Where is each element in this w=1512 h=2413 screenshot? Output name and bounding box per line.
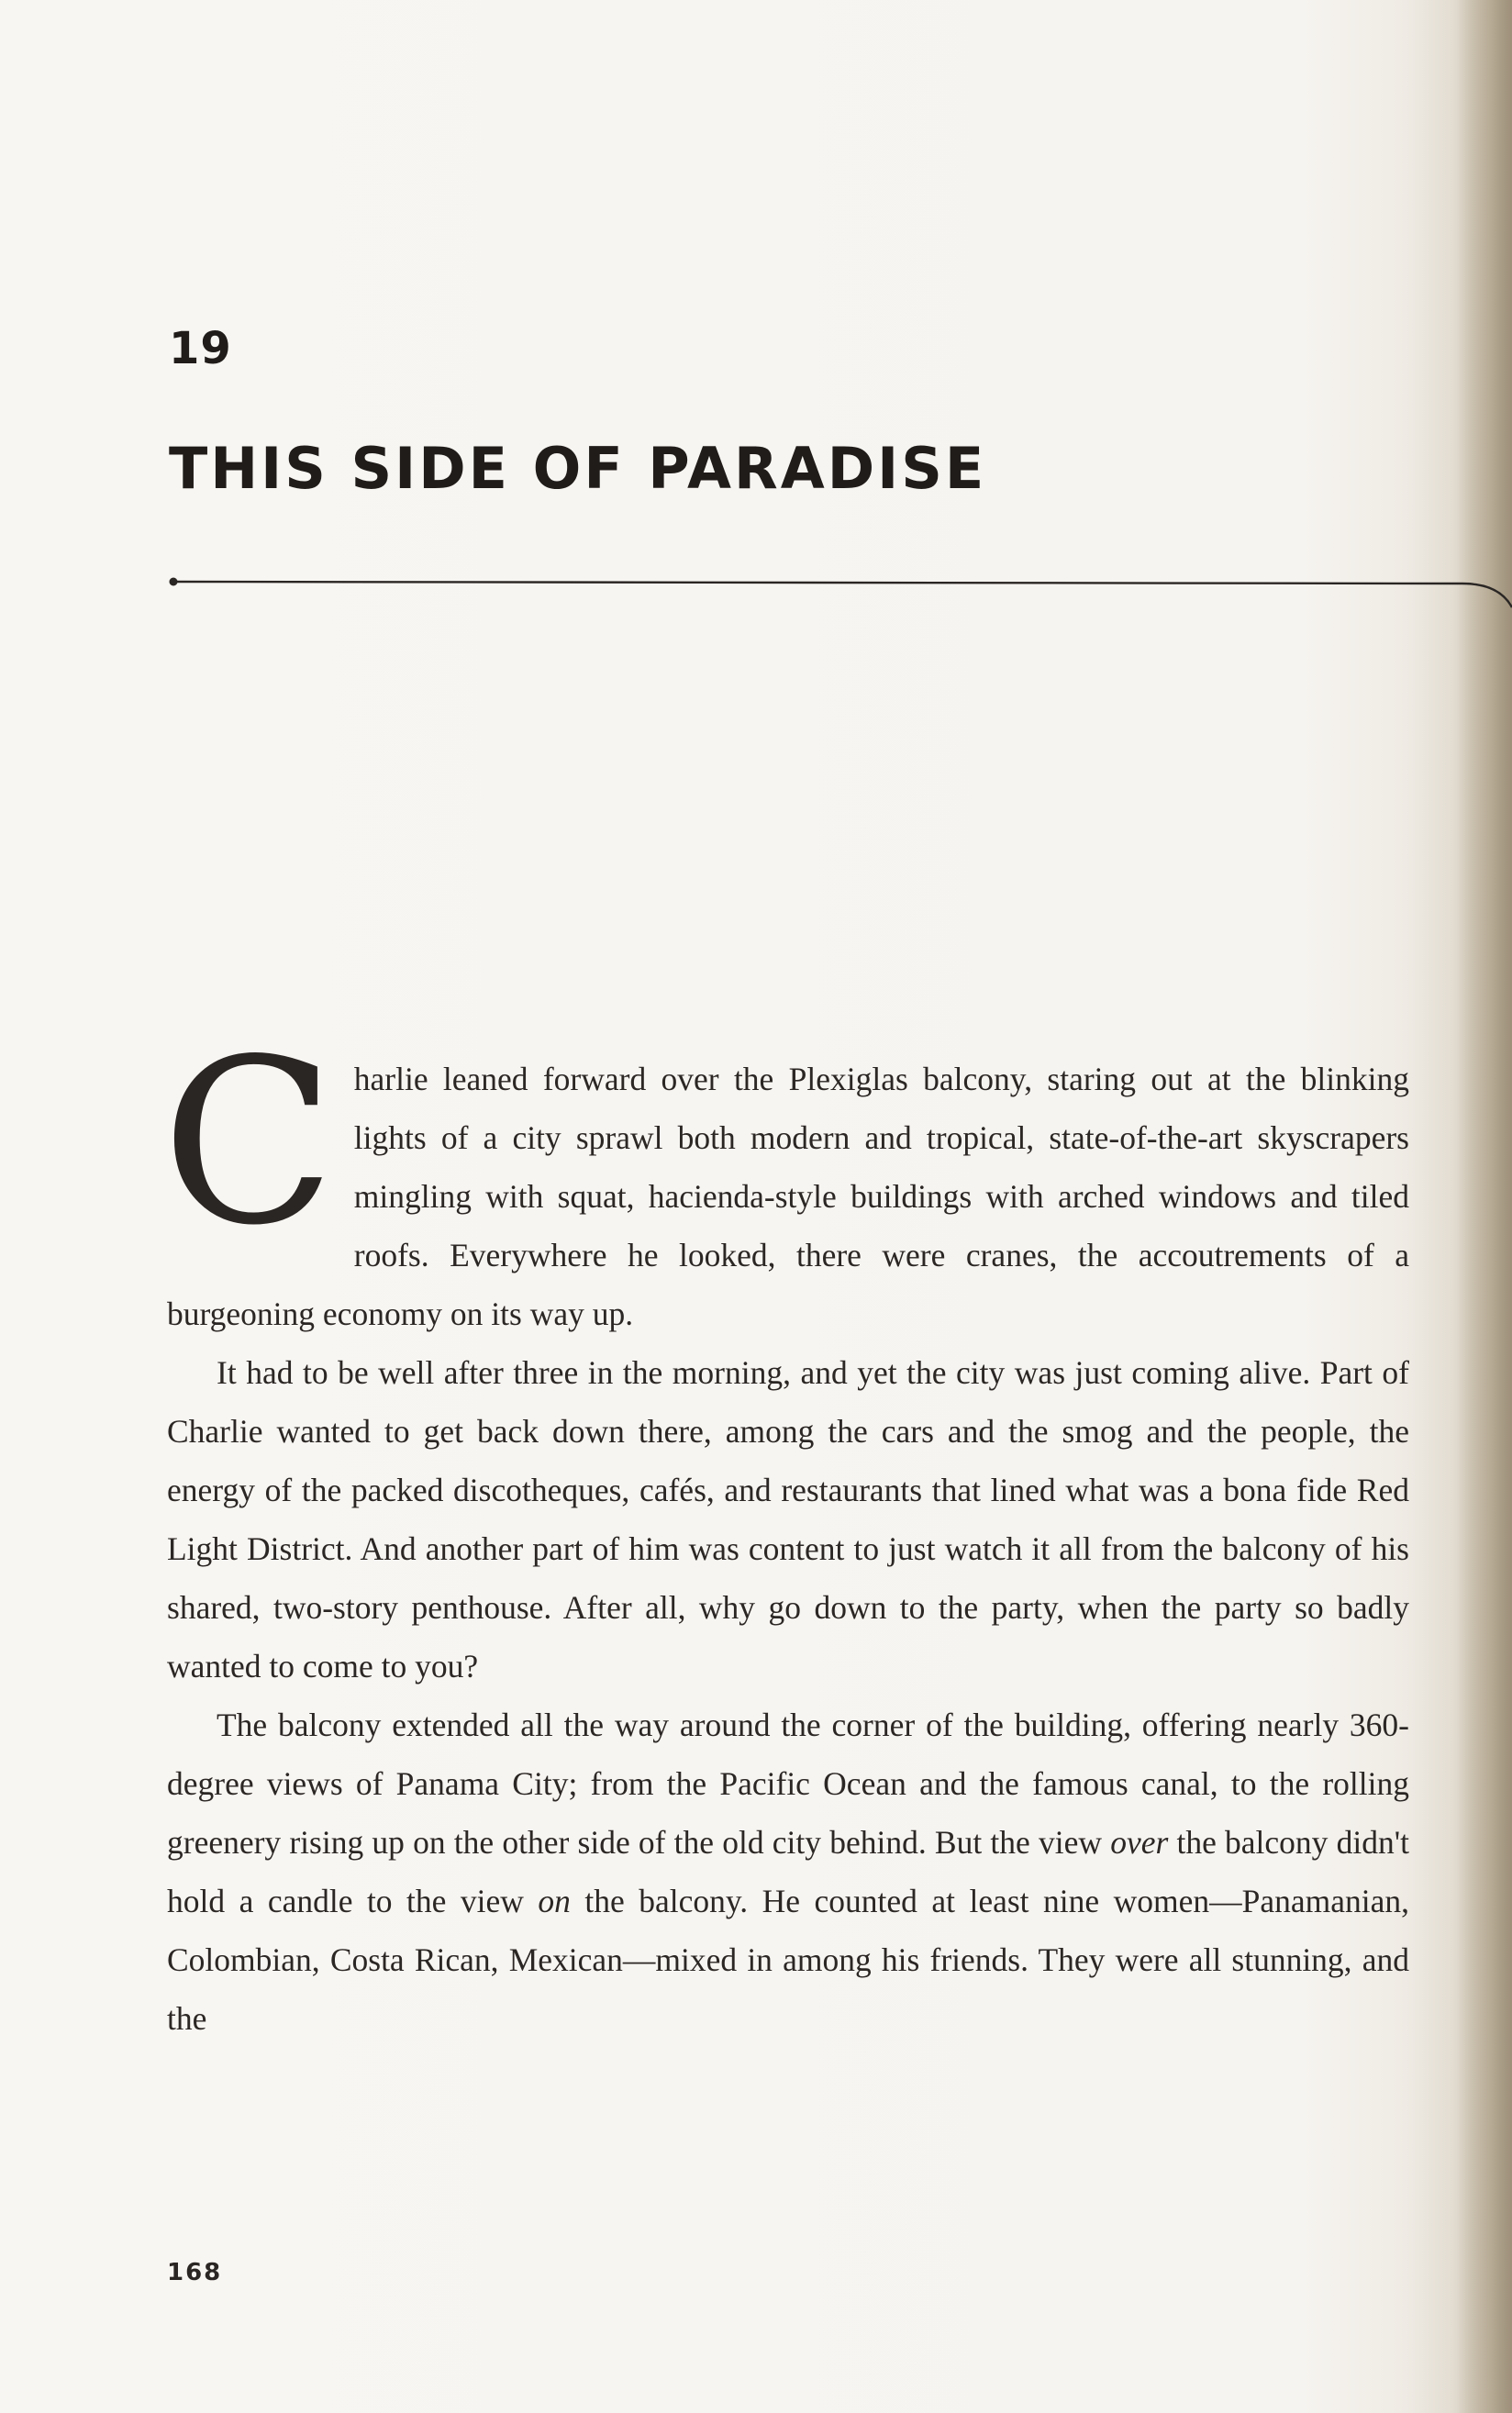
emphasis-on: on <box>538 1883 571 1919</box>
page-number: 168 <box>167 2259 223 2286</box>
paragraph-3-text-c: the balcony. He counted at least nine women—Panamanian, Colombian, Costa Rican, Mexican—mixed in among his friends. They were all stunning, and the <box>167 1883 1409 2037</box>
paragraph-3-text-b: the balcony didn't hold a candle to the view <box>167 1824 1409 1919</box>
chapter-number: 19 <box>169 323 232 374</box>
chapter-rule <box>169 550 1512 615</box>
paragraph-1-text: harlie leaned forward over the Plexiglas balcony, staring out at the blinking lights of a city sprawl both modern and tropical, state-of-the-art skyscrapers mingling with squat, hacienda-style buildings with arched windows and tiled roofs. Everywhere he looked, there were cranes, the accoutrements of a burgeoning economy on its way up. <box>167 1061 1409 1332</box>
spine-shadow <box>1457 0 1512 2413</box>
chapter-body <box>161 1011 1409 2048</box>
paragraph-2: It had to be well after three in the morning, and yet the city was just coming alive. Part of Charlie wanted to get back down there, among the cars and the smog and the people, the energy of the packed discotheques, cafés, and restaurants that lined what was a bona fide Red Light District. And another part of him was content to just watch it all from the balcony of his shared, two-story penthouse. After all, why go down to the party, when the party so badly wanted to come to you? <box>167 1354 1409 1685</box>
paragraph-3 <box>167 1696 1409 2048</box>
paragraph-3-text-a: The balcony extended all the way around the corner of the building, offering nearly 360-degree views of Panama City; from the Pacific Ocean and the famous canal, to the rolling greenery rising up on the other side of the old city behind. But the view <box>167 1707 1409 1861</box>
chapter-title: THIS SIDE OF PARADISE <box>169 435 987 502</box>
paragraph-1 <box>161 1011 1409 1343</box>
emphasis-over: over <box>1110 1824 1169 1861</box>
drop-cap: C <box>161 1011 336 1275</box>
